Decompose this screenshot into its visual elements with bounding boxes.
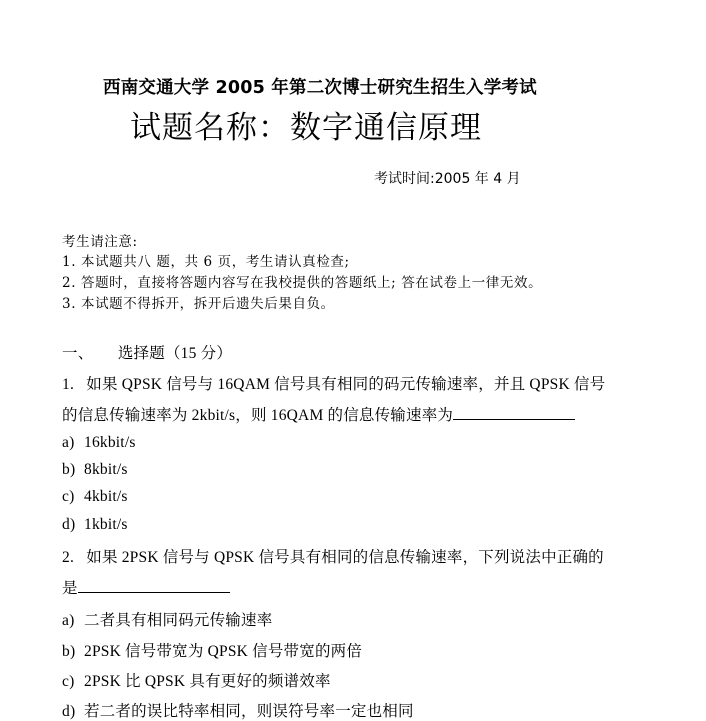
option-text: 2PSK 信号带宽为 QPSK 信号带宽的两倍 [84, 643, 363, 660]
q1-option-c [62, 488, 128, 506]
option-letter: d) [62, 703, 76, 720]
question-1-line-1: 1. 如果 QPSK 信号与 16QAM 信号具有相同的码元传输速率，并且 QPSK 信号 [62, 376, 606, 393]
q2-option-c [62, 669, 331, 691]
option-text: 16kbit/s [84, 434, 136, 451]
question-2-line-2 [62, 576, 230, 598]
q1-option-d [62, 516, 128, 534]
answer-blank [453, 405, 575, 420]
option-letter: d) [62, 516, 76, 533]
option-text: 二者具有相同码元传输速率 [84, 612, 273, 629]
option-letter: a) [62, 612, 75, 629]
q1-option-b [62, 461, 128, 479]
option-text: 1kbit/s [84, 516, 128, 533]
question-1-text: 的信息传输速率为 2kbit/s，则 16QAM 的信息传输速率为 [62, 407, 454, 424]
option-text: 4kbit/s [84, 488, 128, 505]
exam-time: 考试时间:2005 年 4 月 [374, 171, 521, 187]
option-text: 8kbit/s [84, 461, 128, 478]
q2-option-d [62, 699, 414, 721]
option-text: 若二者的误比特率相同，则误符号率一定也相同 [84, 703, 414, 720]
option-letter: c) [62, 673, 75, 690]
notice-item-1: 1. 本试题共八 题，共 6 页，考生请认真检查; [62, 254, 350, 270]
option-text: 2PSK 比 QPSK 具有更好的频谱效率 [84, 673, 331, 690]
exam-header-line: 西南交通大学 2005 年第二次博士研究生招生入学考试 [103, 78, 537, 98]
answer-blank [78, 578, 230, 593]
subject-title: 试题名称：数字通信原理 [130, 110, 482, 146]
question-2-line-1: 2. 如果 2PSK 信号与 QPSK 信号具有相同的信息传输速率，下列说法中正确的 [62, 549, 604, 566]
notice-item-2: 2. 答题时，直接将答题内容写在我校提供的答题纸上; 答在试卷上一律无效。 [62, 275, 543, 291]
section-heading: 一、 选择题（15 分） [62, 345, 233, 362]
q1-option-a [62, 434, 136, 452]
option-letter: c) [62, 488, 75, 505]
option-letter: a) [62, 434, 75, 451]
option-letter: b) [62, 643, 76, 660]
notice-item-3: 3. 本试题不得拆开，拆开后遗失后果自负。 [62, 296, 335, 312]
question-2-text: 是 [62, 580, 78, 597]
option-letter: b) [62, 461, 76, 478]
question-1-line-2 [62, 403, 575, 425]
q2-option-b [62, 639, 362, 661]
q2-option-a [62, 608, 272, 630]
notice-heading: 考生请注意: [62, 234, 138, 250]
